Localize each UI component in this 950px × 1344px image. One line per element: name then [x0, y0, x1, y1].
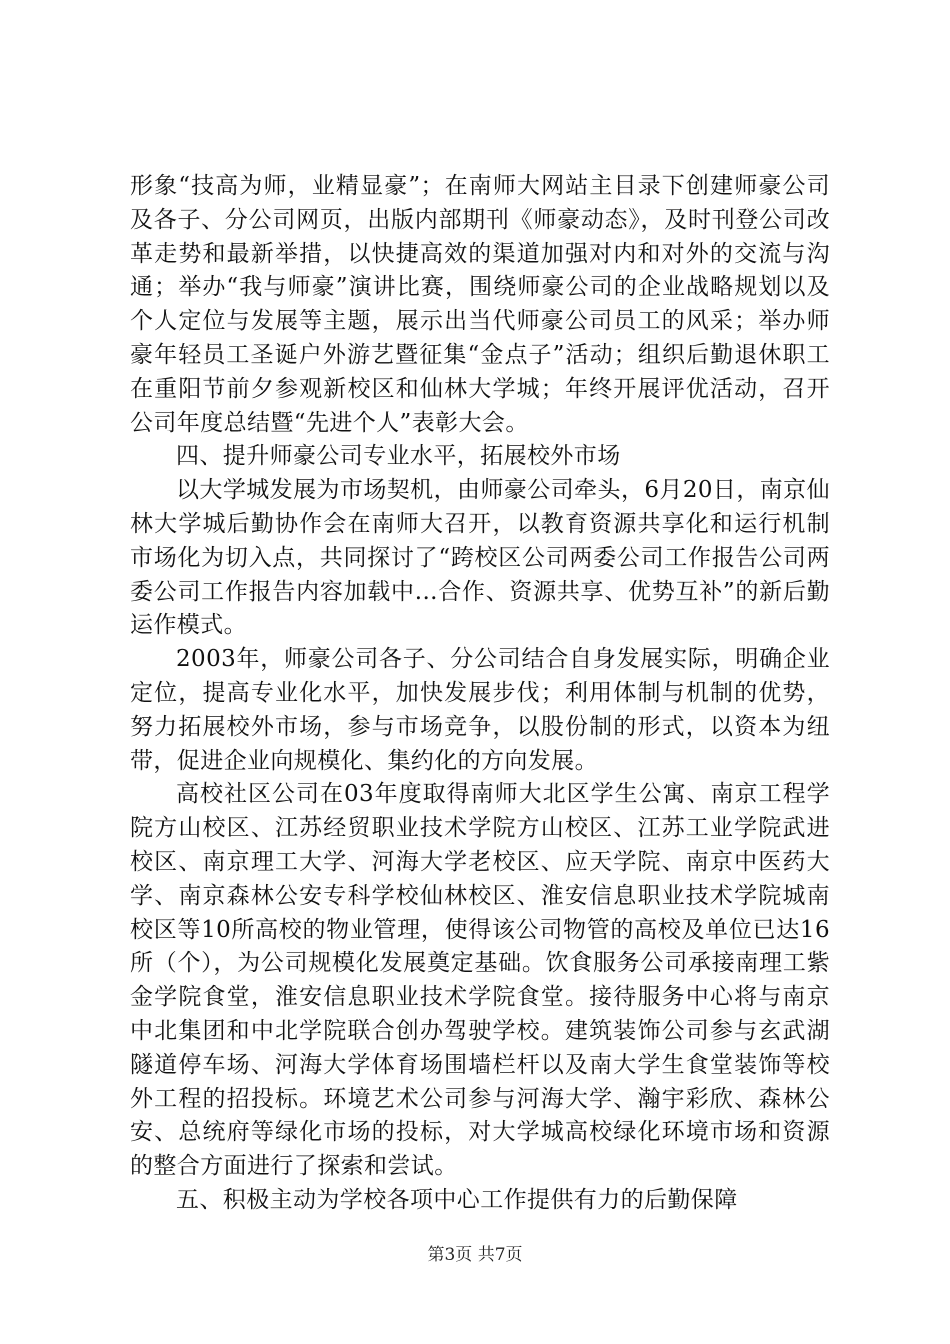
document-body [130, 170, 830, 1218]
paragraph-campus-services: 高校社区公司在03年度取得南师大北区学生公寓、南京工程学院方山校区、江苏经贸职业技术学院方山校区、江苏工业学院武进校区、南京理工大学、河海大学老校区、应天学院、南京中医药大学、南京森林公安专科学校仙林校区、淮安信息职业技术学院城南校区等10所高校的物业管理，使得该公司物管的高校及单位已达16所（个），为公司规模化发展奠定基础。饮食服务公司承接南理工紫金学院食堂，淮安信息职业技术学院食堂。接待服务中心将与南京中北集团和中北学院联合创办驾驶学校。建筑装饰公司参与玄武湖隧道停车场、河海大学体育场围墙栏杆以及南大学生食堂装饰等校外工程的招投标。环境艺术公司参与河海大学、瀚宇彩欣、森林公安、总统府等绿化市场的投标，对大学城高校绿化环境市场和资源的整合方面进行了探索和尝试。 [130, 781, 830, 1180]
section-heading-five: 五、积极主动为学校各项中心工作提供有力的后勤保障 [176, 1186, 738, 1213]
page-number-label: 第3页 共7页 [427, 1245, 523, 1265]
section-heading-four: 四、提升师豪公司专业水平，拓展校外市场 [176, 443, 621, 470]
paragraph-2003-development: 2003年，师豪公司各子、分公司结合自身发展实际，明确企业定位，提高专业化水平，加快发展步伐；利用体制与机制的优势，努力拓展校外市场，参与市场竞争，以股份制的形式，以资本为纽带，促进企业向规模化、集约化的方向发展。 [130, 646, 830, 774]
page-footer [0, 1244, 950, 1266]
paragraph-university-city: 以大学城发展为市场契机，由师豪公司牵头，6月20日，南京仙林大学城后勤协作会在南师大召开，以教育资源共享化和运行机制市场化为切入点，共同探讨了“跨校区公司两委公司工作报告公司两委公司工作报告内容加载中...合作、资源共享、优势互补”的新后勤运作模式。 [130, 477, 830, 639]
paragraph-intro-continued: 形象“技高为师，业精显豪”；在南师大网站主目录下创建师豪公司及各子、分公司网页，出版内部期刊《师豪动态》，及时刊登公司改革走势和最新举措，以快捷高效的渠道加强对内和对外的交流与沟通；举办“我与师豪”演讲比赛，围绕师豪公司的企业战略规划以及个人定位与发展等主题，展示出当代师豪公司员工的风采；举办师豪年轻员工圣诞户外游艺暨征集“金点子”活动；组织后勤退休职工在重阳节前夕参观新校区和仙林大学城；年终开展评优活动，召开公司年度总结暨“先进个人”表彰大会。 [130, 173, 830, 436]
